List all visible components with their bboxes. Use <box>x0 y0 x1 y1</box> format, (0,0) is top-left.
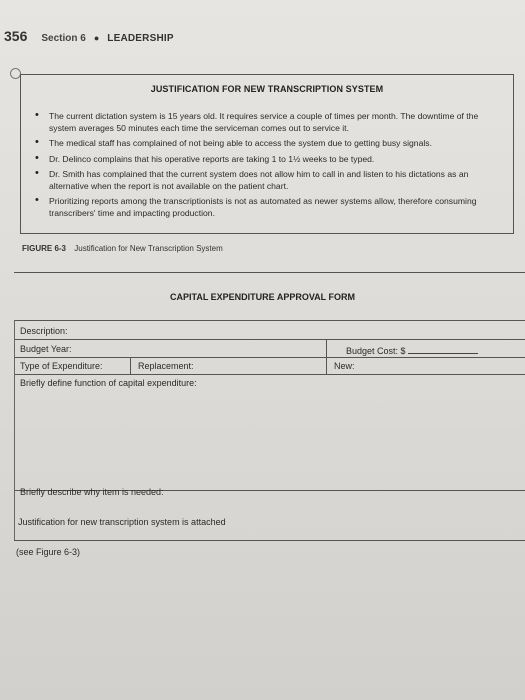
section-label: Section 6 <box>41 33 86 44</box>
list-item: • Prioritizing reports among the transcriptionists is not as automated as newer systems allow, therefore consuming transcribers' time and impacting production. <box>35 196 507 219</box>
define-function-label: Briefly define function of capital expenditure: <box>20 378 197 388</box>
form-column-divider <box>326 339 327 374</box>
form-column-divider <box>130 357 131 374</box>
justification-title: JUSTIFICATION FOR NEW TRANSCRIPTION SYSTEM <box>150 84 384 94</box>
list-item: • The medical staff has complained of not being able to access the system due to getting busy signals. <box>35 138 507 150</box>
budget-cost-blank <box>408 345 478 354</box>
list-item: • Dr. Delinco complains that his operative reports are taking 1 to 1½ weeks to be typed. <box>35 154 507 166</box>
page-number: 356 <box>4 28 28 44</box>
attached-note: Justification for new transcription system is attached <box>18 517 226 527</box>
running-header <box>4 28 174 44</box>
form-divider <box>14 339 525 340</box>
form-divider <box>14 320 525 321</box>
form-divider <box>14 540 525 541</box>
new-label: New: <box>334 361 355 371</box>
form-left-border <box>14 320 15 540</box>
budget-cost-label: Budget Cost: $ <box>346 346 406 356</box>
replacement-label: Replacement: <box>138 361 194 371</box>
description-label: Description: <box>20 326 68 336</box>
type-of-expenditure-label: Type of Expenditure: <box>20 361 103 371</box>
see-figure-note: (see Figure 6-3) <box>16 547 81 557</box>
list-item: • The current dictation system is 15 years old. It requires service a couple of times per month. The downtime of the system averages 50 minutes each time the serviceman comes out to service it. <box>35 111 507 134</box>
justification-list <box>35 111 507 223</box>
figure-caption <box>22 244 223 253</box>
form-divider <box>14 374 525 375</box>
chapter-title: LEADERSHIP <box>107 33 174 44</box>
figure-caption-text: Justification for New Transcription System <box>74 244 223 253</box>
form-title: CAPITAL EXPENDITURE APPROVAL FORM <box>169 292 355 302</box>
budget-cost-field <box>346 345 478 356</box>
header-bullet-icon: ● <box>93 33 100 43</box>
list-item: • Dr. Smith has complained that the current system does not allow him to call in and listen to his dictations as an alternative when the report is not available on the patient chart. <box>35 169 507 192</box>
budget-year-label: Budget Year: <box>20 344 72 354</box>
form-divider <box>14 357 525 358</box>
describe-need-label: Briefly describe why item is needed: <box>20 487 164 497</box>
form-top-border <box>14 272 525 273</box>
justification-box <box>20 74 514 234</box>
figure-label: FIGURE 6-3 <box>22 244 67 253</box>
